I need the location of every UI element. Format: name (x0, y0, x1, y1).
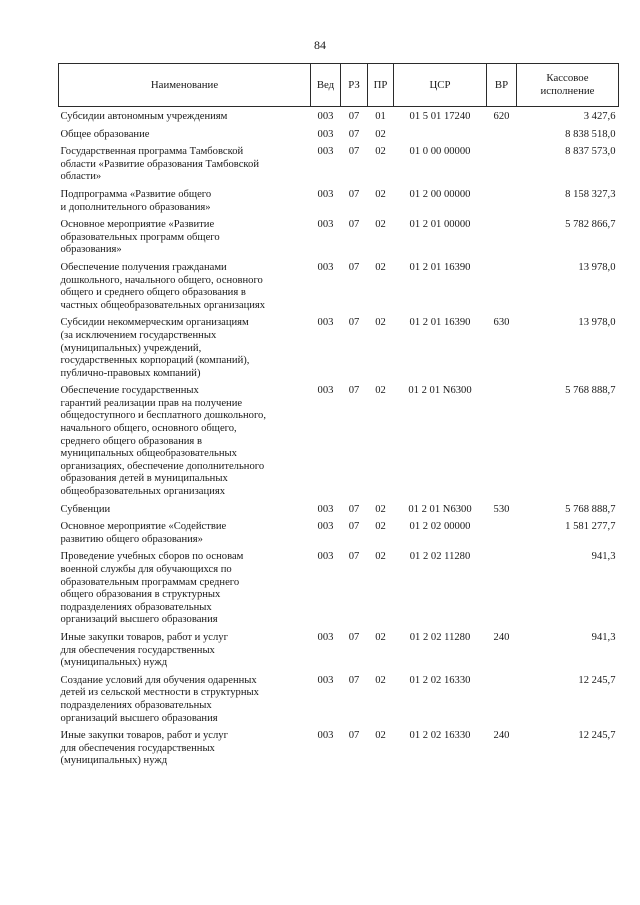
row-name-text: Основное мероприятие «Содействие развитию общего образования» (60, 521, 227, 545)
row-pr: 02 (375, 146, 386, 158)
row-rz: 07 (348, 128, 360, 140)
row-sum: 5 768 888,7 (565, 503, 616, 515)
page-number: 84 (314, 38, 326, 52)
row-vr: 630 (493, 317, 510, 329)
row-name-text: Подпрограмма «Развитие общего и дополнительного образования» (60, 188, 212, 213)
row-csr: 01 2 02 16330 (409, 730, 471, 742)
table-header-row (59, 64, 619, 107)
row-vr (487, 517, 517, 547)
row-rz: 07 (348, 219, 360, 231)
row-sum: 3 427,6 (583, 111, 616, 122)
row-vr (487, 125, 517, 143)
row-name (59, 547, 311, 628)
table-row (59, 215, 619, 258)
row-vr (487, 381, 517, 499)
row-name (59, 142, 311, 185)
row-name-text: Иные закупки товаров, работ и услуг для обеспечения государственных (муниципальных) нужд (60, 631, 228, 669)
row-csr: 01 2 02 16330 (409, 674, 471, 686)
row-csr: 01 2 01 16390 (409, 261, 471, 273)
row-vr (487, 142, 517, 185)
row-rz: 07 (348, 503, 360, 515)
row-pr: 01 (375, 111, 386, 122)
row-rz: 07 (348, 261, 360, 273)
header-csr: ЦСР (394, 64, 487, 107)
row-csr: 01 2 01 N6300 (408, 385, 472, 397)
row-pr: 02 (375, 503, 386, 515)
row-csr: 01 2 01 00000 (409, 219, 471, 231)
row-name (59, 517, 311, 547)
row-ved: 003 (317, 111, 334, 122)
row-vr: 240 (493, 730, 510, 742)
row-rz: 07 (348, 674, 360, 686)
row-csr: 01 2 02 00000 (409, 521, 471, 533)
row-ved: 003 (317, 128, 334, 140)
row-ved: 003 (317, 631, 334, 643)
row-csr: 01 5 01 17240 (409, 111, 471, 122)
row-ved: 003 (317, 385, 334, 397)
row-name (59, 671, 311, 726)
header-sum: Кассовое исполнение (517, 64, 619, 107)
row-vr (487, 671, 517, 726)
row-csr (394, 125, 487, 143)
row-sum: 5 768 888,7 (565, 385, 616, 397)
row-pr: 02 (375, 219, 386, 231)
row-sum: 13 978,0 (578, 317, 616, 329)
row-ved: 003 (317, 674, 334, 686)
row-name-text: Иные закупки товаров, работ и услуг для обеспечения государственных (муниципальных) нужд (60, 730, 228, 767)
row-name (59, 381, 311, 499)
table-row (59, 142, 619, 185)
row-sum: 941,3 (591, 631, 616, 643)
row-ved: 003 (317, 551, 334, 563)
row-sum: 1 581 277,7 (565, 521, 616, 533)
header-pr: ПР (368, 64, 394, 107)
row-csr: 01 0 00 00000 (409, 146, 471, 158)
table-row (59, 258, 619, 313)
row-name-text: Субвенции (60, 503, 111, 515)
row-name-text: Обеспечение получения гражданами дошкольного, начального общего, основного общего и среднего общего образования в частных общеобразовательных организациях (60, 261, 266, 311)
row-rz: 07 (348, 730, 360, 742)
row-ved: 003 (317, 503, 334, 515)
table-row (59, 628, 619, 671)
row-pr: 02 (375, 128, 386, 140)
table-row (59, 313, 619, 381)
row-name-text: Проведение учебных сборов по основам военной службы для обучающихся по образовательным программам среднего общего образования в структурных подразделениях образовательных организаций высшего образования (60, 551, 244, 626)
row-vr (487, 185, 517, 215)
row-vr (487, 258, 517, 313)
table-row (59, 185, 619, 215)
row-sum: 12 245,7 (578, 674, 616, 686)
row-name-text: Государственная программа Тамбовской области «Развитие образования Тамбовской области» (60, 146, 260, 183)
row-sum: 941,3 (591, 551, 616, 563)
row-pr: 02 (375, 385, 386, 397)
row-csr: 01 2 00 00000 (409, 188, 471, 200)
row-name-text: Общее образование (60, 128, 150, 140)
row-rz: 07 (348, 146, 360, 158)
row-name (59, 215, 311, 258)
row-ved: 003 (317, 317, 334, 329)
row-rz: 07 (348, 631, 360, 643)
row-sum: 8 838 518,0 (565, 128, 616, 140)
row-name (59, 628, 311, 671)
row-sum: 8 158 327,3 (565, 188, 616, 200)
row-name-text: Обеспечение государственных гарантий реализации прав на получение общедоступного и бесплатного дошкольного, начального общего, основного общего, среднего общего образования в муниципальных общеобразовательных организациях, обеспечение дополнительного образования детей в муниципальных общеобразовательных организациях (60, 385, 266, 498)
row-rz: 07 (348, 188, 360, 200)
header-vr: ВР (487, 64, 517, 107)
row-name (59, 500, 311, 518)
table-row (59, 125, 619, 143)
table-row (59, 381, 619, 499)
row-name (59, 313, 311, 381)
row-rz: 07 (348, 317, 360, 329)
row-vr (487, 215, 517, 258)
row-rz: 07 (348, 521, 360, 533)
row-name (59, 185, 311, 215)
table-row (59, 517, 619, 547)
row-name (59, 726, 311, 769)
row-pr: 02 (375, 261, 386, 273)
row-rz: 07 (348, 385, 360, 397)
row-name (59, 107, 311, 125)
header-ved: Вед (311, 64, 341, 107)
row-sum: 13 978,0 (578, 261, 616, 273)
table-row (59, 671, 619, 726)
row-pr: 02 (375, 188, 386, 200)
row-vr: 530 (493, 503, 510, 515)
row-sum: 5 782 866,7 (565, 219, 616, 231)
row-pr: 02 (375, 521, 386, 533)
row-name-text: Создание условий для обучения одаренных детей из сельской местности в структурных подразделениях образовательных организаций высшего образования (60, 674, 259, 724)
row-rz: 07 (348, 551, 360, 563)
row-pr: 02 (375, 317, 386, 329)
row-ved: 003 (317, 521, 334, 533)
budget-execution-table (58, 63, 619, 769)
row-csr: 01 2 01 16390 (409, 317, 471, 329)
row-name (59, 125, 311, 143)
table-body (59, 107, 619, 769)
row-sum: 8 837 573,0 (565, 146, 616, 158)
row-vr: 620 (493, 111, 510, 122)
header-name: Наименование (59, 64, 311, 107)
row-ved: 003 (317, 219, 334, 231)
header-rz: РЗ (341, 64, 368, 107)
row-ved: 003 (317, 146, 334, 158)
row-pr: 02 (375, 674, 386, 686)
row-csr: 01 2 01 N6300 (408, 503, 472, 515)
budget-table-container (58, 63, 618, 769)
row-pr: 02 (375, 551, 386, 563)
row-vr: 240 (493, 631, 510, 643)
row-csr: 01 2 02 11280 (409, 631, 471, 643)
row-csr: 01 2 02 11280 (409, 551, 471, 563)
row-pr: 02 (375, 631, 386, 643)
table-row (59, 547, 619, 628)
table-row (59, 107, 619, 125)
row-ved: 003 (317, 188, 334, 200)
row-name-text: Основное мероприятие «Развитие образовательных программ общего образования» (60, 219, 220, 256)
row-name-text: Субсидии автономным учреждениям (60, 111, 228, 122)
row-rz: 07 (348, 111, 360, 122)
table-row (59, 726, 619, 769)
table-row (59, 500, 619, 518)
row-name (59, 258, 311, 313)
row-pr: 02 (375, 730, 386, 742)
row-sum: 12 245,7 (578, 730, 616, 742)
row-name-text: Субсидии некоммерческим организациям (за исключением государственных (муниципальных) учреждений, государственных корпораций (компаний), публично-правовых компаний) (60, 317, 250, 379)
row-ved: 003 (317, 261, 334, 273)
row-vr (487, 547, 517, 628)
row-ved: 003 (317, 730, 334, 742)
